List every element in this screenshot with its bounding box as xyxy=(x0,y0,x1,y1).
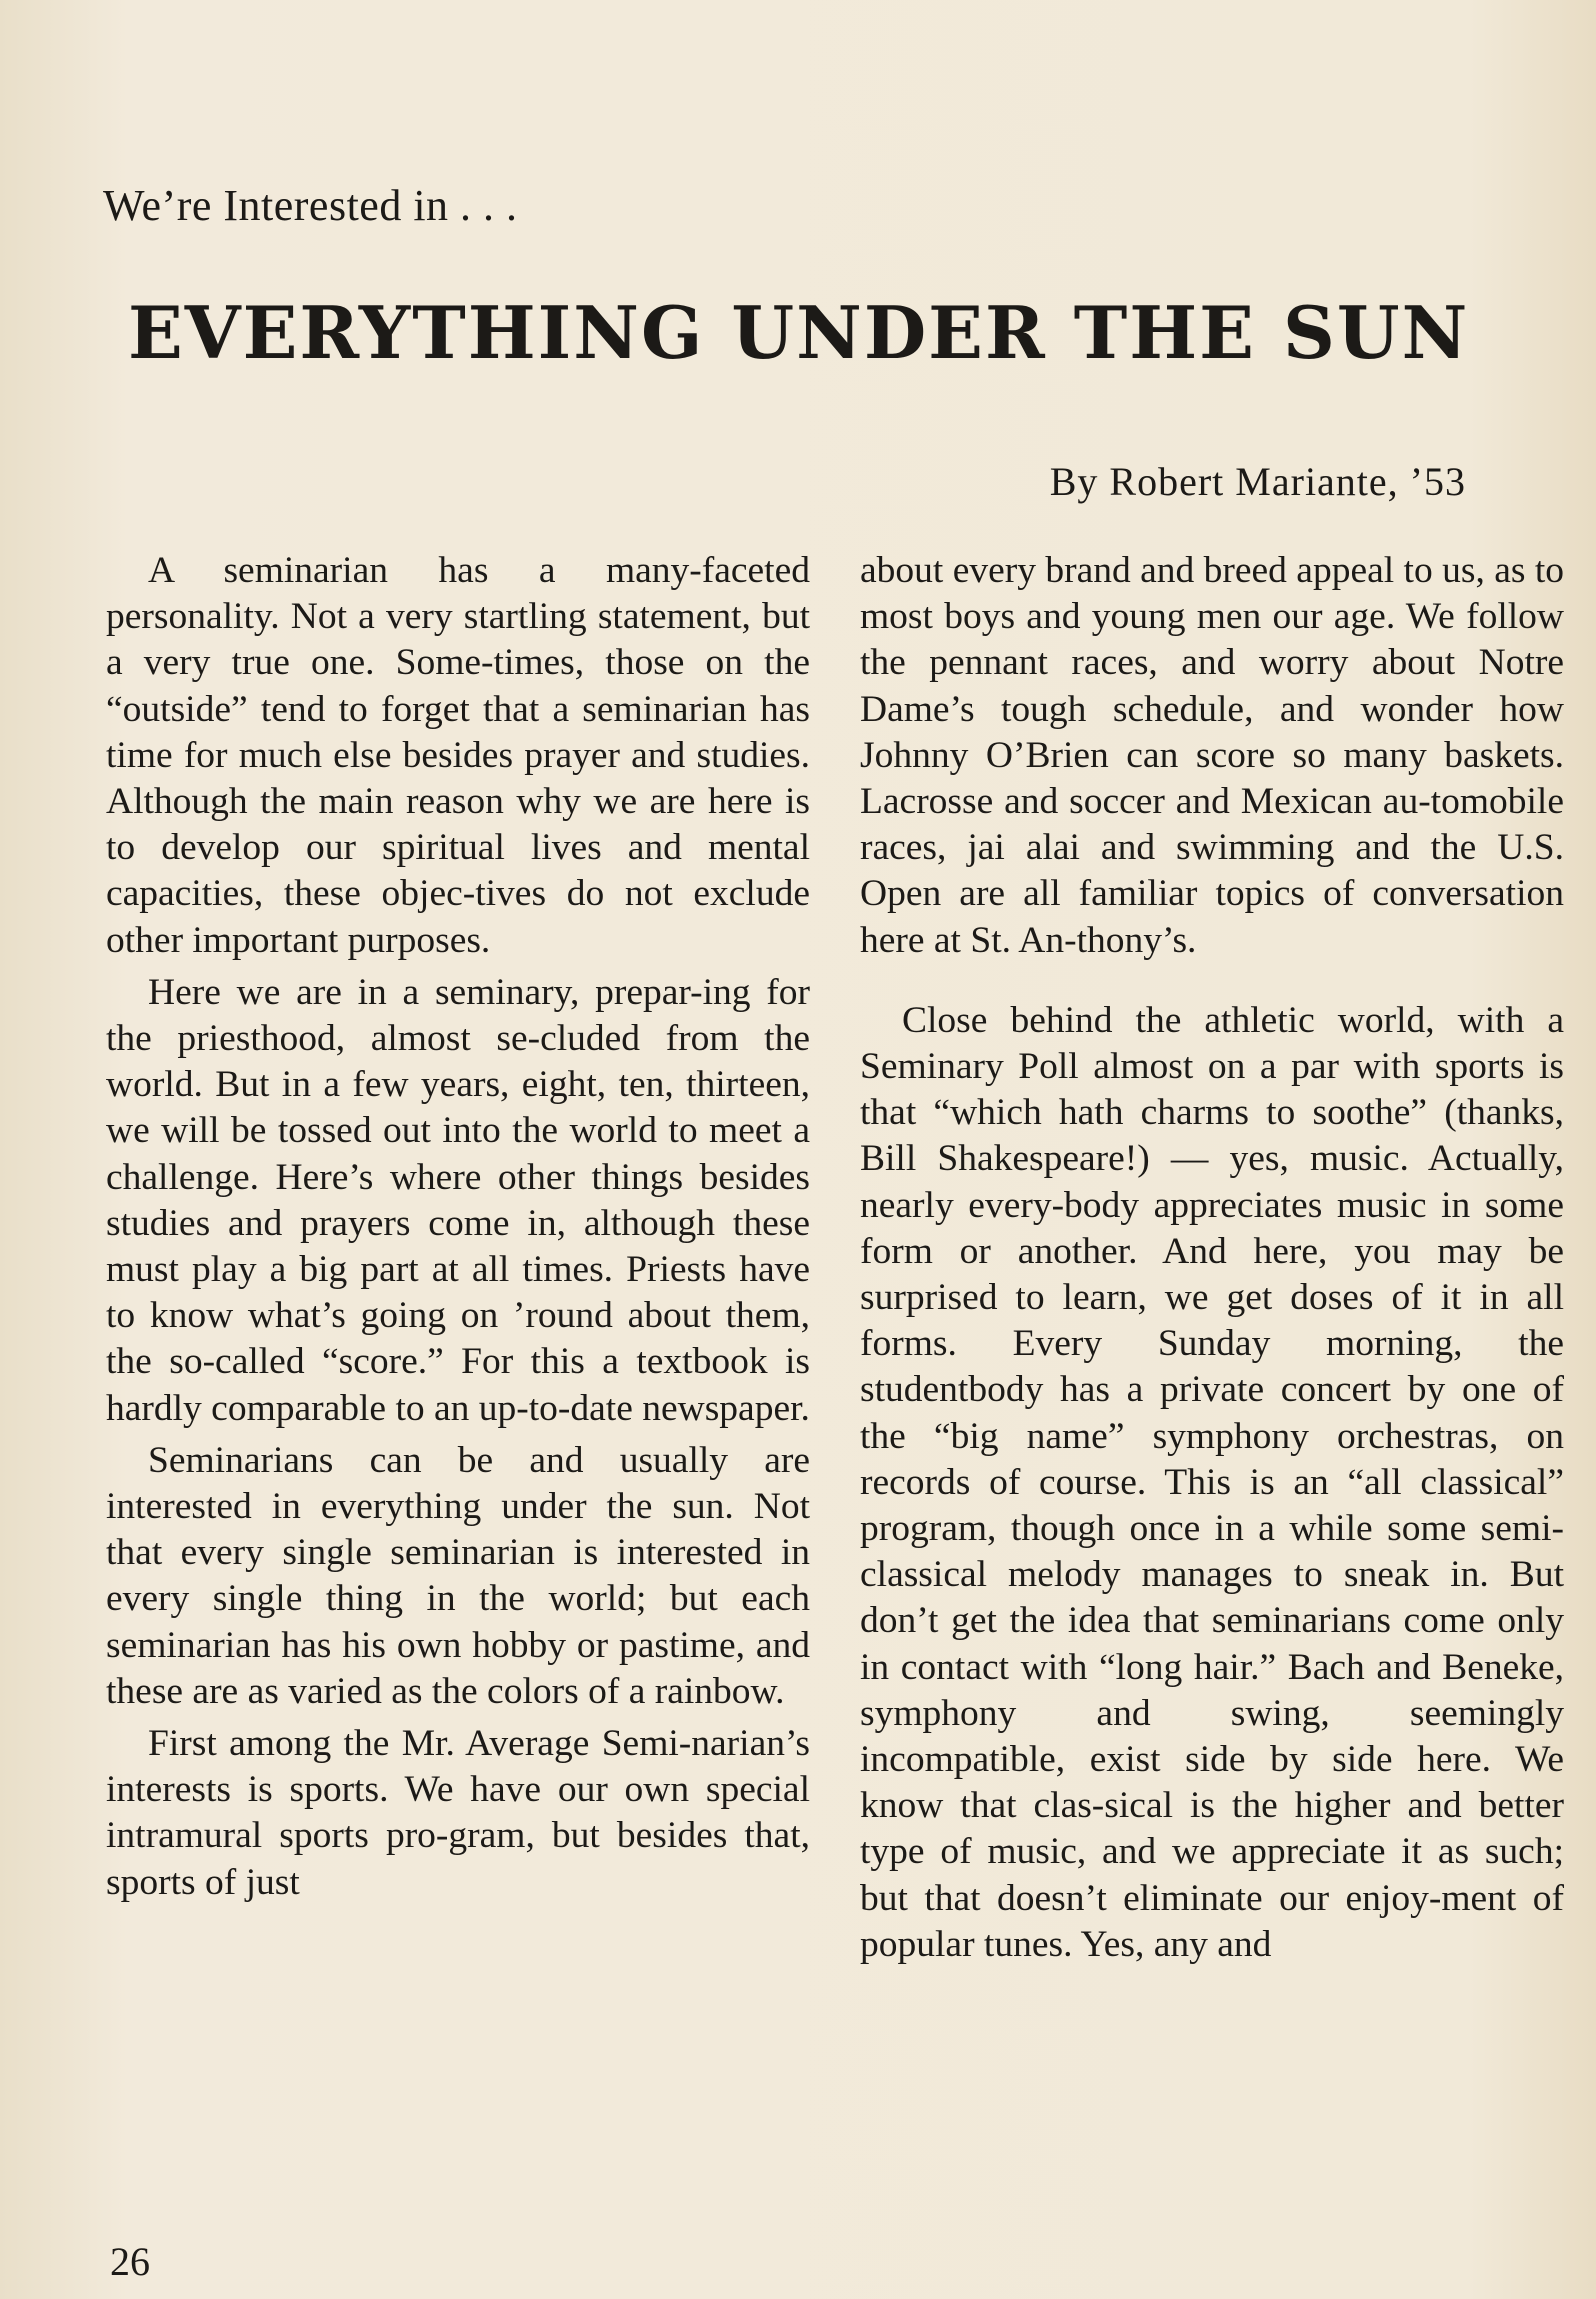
article-title: EVERYTHING UNDER THE SUN xyxy=(128,290,1470,375)
page-number: 26 xyxy=(110,2239,150,2284)
right-text-column xyxy=(860,548,1564,1968)
paragraph: Close behind the athletic world, with a Seminary Poll almost on a par with sports is that “which hath charms to soothe” (thanks, Bill Shakespeare!) — yes, music. Actually, nearly every-body appreciates music in some form or another. And here, you may be surprised to learn, we get doses of it in all forms. Every Sunday morning, the studentbody has a private concert by one of the “big name” symphony orchestras, on records of course. This is an “all classical” program, though once in a while some semi-classical melody manages to sneak in. But don’t get the idea that seminarians come only in contact with “long hair.” Bach and Beneke, symphony and swing, seemingly incompatible, exist side by side here. We know that clas-sical is the higher and better type of music, and we appreciate it as such; but that doesn’t eliminate our enjoy-ment of popular tunes. Yes, any and xyxy=(860,999,1564,1965)
article-byline: By Robert Mariante, ’53 xyxy=(1049,459,1466,504)
article-kicker: We’re Interested in . . . xyxy=(103,181,518,230)
paragraph: First among the Mr. Average Semi-narian’s interests is sports. We have our own special intramural sports pro-gram, but besides that, sports of just xyxy=(106,1723,810,1903)
paragraph: Here we are in a seminary, prepar-ing for the priesthood, almost se-cluded from the world. But in a few years, eight, ten, thirteen, we will be tossed out into the world to meet a challenge. Here’s where other things besides studies and prayers come in, although these must play a big part at all times. Priests have to know what’s going on ’round about them, the so-called “score.” For this a textbook is hardly comparable to an up-to-date newspaper. xyxy=(106,971,810,1429)
paragraph: about every brand and breed appeal to us, as to most boys and young men our age. We follow the pennant races, and worry about Notre Dame’s tough schedule, and wonder how Johnny O’Brien can score so many baskets. Lacrosse and soccer and Mexican au-tomobile races, jai alai and swimming and the U.S. Open are all familiar topics of conversation here at St. An-thony’s. xyxy=(860,550,1564,961)
left-text-column xyxy=(106,548,810,1906)
paragraph: A seminarian has a many-faceted personality. Not a very startling statement, but a very true one. Some-times, those on the “outside” tend to forget that a seminarian has time for much else besides prayer and studies. Although the main reason why we are here is to develop our spiritual lives and mental capacities, these objec-tives do not exclude other important purposes. xyxy=(106,550,810,961)
paragraph: Seminarians can be and usually are interested in everything under the sun. Not that every single seminarian is interested in every single thing in the world; but each seminarian has his own hobby or pastime, and these are as varied as the colors of a rainbow. xyxy=(106,1439,810,1712)
